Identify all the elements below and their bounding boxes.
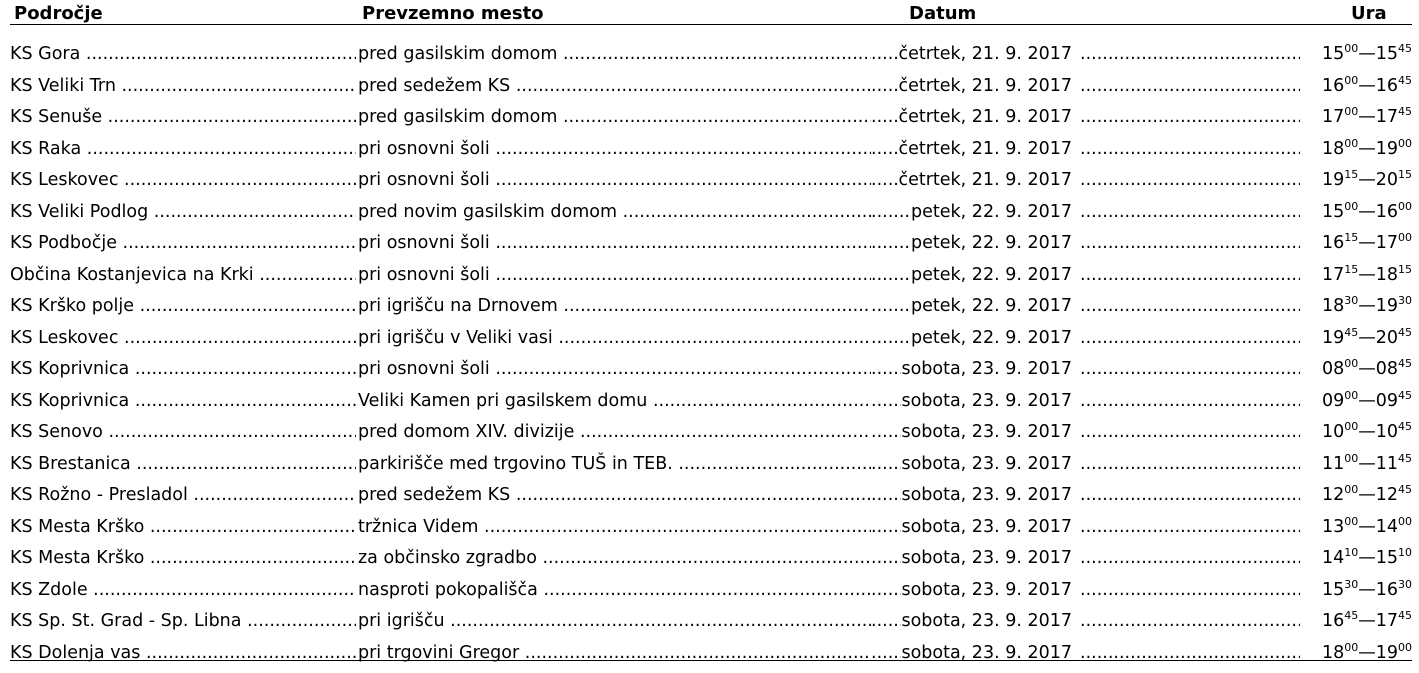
- area-label: KS Leskovec: [10, 327, 119, 348]
- time-separator: —: [1358, 233, 1376, 253]
- area-cell: [10, 42, 356, 66]
- end-minute: 00: [1398, 136, 1412, 150]
- date-label: sobota, 23. 9. 2017: [901, 359, 1072, 379]
- time-separator: —: [1358, 296, 1376, 316]
- date-cell: [874, 231, 1072, 255]
- table-row: [0, 448, 1419, 480]
- time-separator: —: [1358, 327, 1376, 348]
- time-leader: [1080, 515, 1305, 539]
- area-cell: [10, 74, 356, 98]
- start-hour: 18: [1321, 296, 1345, 316]
- date-cell: [874, 105, 1072, 129]
- pickup-location-cell: [358, 74, 871, 98]
- start-hour: 15: [1321, 44, 1345, 64]
- time-range-cell: [1300, 105, 1412, 129]
- date-label: sobota, 23. 9. 2017: [901, 485, 1072, 505]
- pickup-location-cell: [358, 105, 871, 129]
- time-range-cell: [1300, 42, 1412, 66]
- time-range-cell: [1300, 294, 1412, 318]
- pickup-location-label: pri trgovini Gregor: [358, 642, 520, 663]
- time-separator: —: [1358, 453, 1376, 474]
- date-label: sobota, 23. 9. 2017: [901, 422, 1072, 442]
- date-label: petek, 22. 9. 2017: [911, 201, 1072, 222]
- start-minute: 00: [1344, 451, 1359, 465]
- end-hour: 17: [1375, 107, 1398, 127]
- pickup-location-cell: [358, 483, 871, 507]
- date-cell: [874, 515, 1072, 539]
- time-leader: [1080, 609, 1305, 633]
- time-range-cell: [1300, 168, 1412, 192]
- time-leader: [1080, 231, 1305, 255]
- end-minute: 30: [1398, 577, 1412, 591]
- pickup-location-cell: [358, 609, 871, 633]
- end-minute: 45: [1398, 451, 1412, 465]
- start-hour: 10: [1321, 422, 1345, 442]
- end-minute: 30: [1398, 294, 1412, 307]
- area-label: KS Veliki Trn: [10, 75, 116, 96]
- start-hour: 13: [1321, 516, 1345, 537]
- time-range-cell: [1300, 389, 1412, 413]
- start-minute: 45: [1344, 609, 1359, 622]
- end-hour: 16: [1375, 201, 1398, 222]
- end-hour: 20: [1375, 170, 1398, 190]
- end-hour: 10: [1375, 422, 1398, 442]
- date-cell: [874, 200, 1072, 224]
- pickup-location-label: pri igrišču v Veliki vasi: [358, 327, 553, 348]
- start-minute: 00: [1344, 105, 1359, 118]
- end-hour: 16: [1375, 75, 1398, 96]
- start-hour: 17: [1321, 264, 1345, 285]
- area-cell: [10, 452, 356, 476]
- date-label: petek, 22. 9. 2017: [911, 327, 1072, 348]
- area-label: KS Senuše: [10, 107, 103, 127]
- area-cell: [10, 389, 356, 413]
- pickup-location-cell: [358, 231, 871, 255]
- date-cell: [874, 357, 1072, 381]
- area-label: KS Veliki Podlog: [10, 201, 149, 222]
- date-label: četrtek, 21. 9. 2017: [898, 75, 1072, 96]
- time-leader: [1080, 546, 1305, 570]
- column-header-area: Področje: [14, 3, 103, 24]
- end-hour: 18: [1375, 264, 1398, 285]
- start-minute: 00: [1344, 420, 1359, 433]
- start-hour: 19: [1321, 327, 1345, 348]
- pickup-location-cell: [358, 452, 871, 476]
- time-separator: —: [1358, 611, 1376, 631]
- pickup-location-cell: [358, 294, 871, 318]
- date-cell: [874, 74, 1072, 98]
- pickup-location-cell: [358, 515, 871, 539]
- area-label: KS Mesta Krško: [10, 548, 145, 568]
- time-range-cell: [1300, 483, 1412, 507]
- time-range-cell: [1300, 231, 1412, 255]
- pickup-location-label: pri osnovni šoli: [358, 170, 490, 190]
- area-cell: [10, 137, 356, 161]
- end-hour: 19: [1375, 296, 1398, 316]
- date-cell: [874, 420, 1072, 444]
- time-leader: [1080, 137, 1305, 161]
- time-range-cell: [1300, 326, 1412, 350]
- start-minute: 30: [1344, 294, 1359, 307]
- time-leader: [1080, 200, 1305, 224]
- end-minute: 00: [1398, 199, 1412, 213]
- pickup-location-label: pred sedežem KS: [358, 75, 511, 96]
- time-range-cell: [1300, 546, 1412, 570]
- table-row: [0, 290, 1419, 322]
- time-range-cell: [1300, 200, 1412, 224]
- end-minute: 15: [1398, 262, 1412, 276]
- end-minute: 00: [1398, 514, 1412, 528]
- start-hour: 16: [1321, 233, 1345, 253]
- start-minute: 15: [1344, 231, 1359, 244]
- pickup-location-label: za občinsko zgradbo: [358, 548, 537, 568]
- area-label: KS Podbočje: [10, 233, 117, 253]
- table-row: [0, 574, 1419, 606]
- area-label: Občina Kostanjevica na Krki: [10, 264, 254, 285]
- start-minute: 00: [1344, 514, 1359, 528]
- area-cell: [10, 200, 356, 224]
- area-cell: [10, 294, 356, 318]
- date-cell: [874, 609, 1072, 633]
- end-hour: 17: [1375, 233, 1398, 253]
- time-range-cell: [1300, 74, 1412, 98]
- area-cell: [10, 105, 356, 129]
- date-label: četrtek, 21. 9. 2017: [898, 138, 1072, 159]
- time-separator: —: [1358, 548, 1376, 568]
- pickup-location-label: pred sedežem KS: [358, 485, 511, 505]
- time-leader: [1080, 483, 1305, 507]
- time-range-cell: [1300, 515, 1412, 539]
- area-label: KS Zdole: [10, 579, 88, 600]
- start-minute: 00: [1344, 42, 1359, 55]
- time-leader: [1080, 263, 1305, 287]
- area-cell: [10, 357, 356, 381]
- time-leader: [1080, 420, 1305, 444]
- start-hour: 12: [1321, 485, 1345, 505]
- pickup-location-cell: [358, 578, 871, 602]
- area-label: KS Brestanica: [10, 453, 131, 474]
- end-minute: 45: [1398, 73, 1412, 87]
- table-bottom-rule: [10, 660, 1412, 661]
- time-range-cell: [1300, 137, 1412, 161]
- date-label: sobota, 23. 9. 2017: [901, 390, 1072, 411]
- table-row: [0, 511, 1419, 543]
- start-hour: 16: [1321, 611, 1345, 631]
- area-cell: [10, 515, 356, 539]
- start-minute: 10: [1344, 546, 1359, 559]
- area-label: KS Leskovec: [10, 170, 119, 190]
- area-label: KS Koprivnica: [10, 390, 130, 411]
- start-hour: 15: [1321, 579, 1345, 600]
- table-row: [0, 101, 1419, 133]
- area-label: KS Krško polje: [10, 296, 135, 316]
- time-leader: [1080, 357, 1305, 381]
- start-hour: 11: [1321, 453, 1345, 474]
- area-cell: [10, 231, 356, 255]
- date-cell: [874, 168, 1072, 192]
- start-minute: 00: [1344, 73, 1359, 87]
- date-cell: [874, 137, 1072, 161]
- table-row: [0, 605, 1419, 637]
- start-hour: 15: [1321, 201, 1345, 222]
- area-cell: [10, 546, 356, 570]
- time-range-cell: [1300, 263, 1412, 287]
- schedule-table-body: [0, 38, 1419, 668]
- time-leader: [1080, 105, 1305, 129]
- pickup-location-label: pri osnovni šoli: [358, 359, 490, 379]
- start-minute: 00: [1344, 388, 1359, 402]
- pickup-location-label: pri osnovni šoli: [358, 233, 490, 253]
- date-label: četrtek, 21. 9. 2017: [898, 170, 1072, 190]
- table-row: [0, 259, 1419, 291]
- end-minute: 45: [1398, 42, 1412, 55]
- column-header-time: Ura: [1351, 3, 1387, 24]
- time-leader: [1080, 294, 1305, 318]
- time-separator: —: [1358, 138, 1376, 159]
- table-row: [0, 416, 1419, 448]
- pickup-location-label: pred domom XIV. divizije: [358, 422, 575, 442]
- start-hour: 18: [1321, 642, 1345, 663]
- time-leader: [1080, 168, 1305, 192]
- date-label: petek, 22. 9. 2017: [911, 233, 1072, 253]
- area-cell: [10, 326, 356, 350]
- date-label: četrtek, 21. 9. 2017: [898, 107, 1072, 127]
- end-hour: 15: [1375, 44, 1398, 64]
- pickup-location-cell: [358, 326, 871, 350]
- end-minute: 45: [1398, 325, 1412, 339]
- end-hour: 14: [1375, 516, 1398, 537]
- time-separator: —: [1358, 485, 1376, 505]
- time-separator: —: [1358, 170, 1376, 190]
- time-range-cell: [1300, 578, 1412, 602]
- end-hour: 17: [1375, 611, 1398, 631]
- table-row: [0, 227, 1419, 259]
- start-hour: 19: [1321, 170, 1345, 190]
- end-minute: 45: [1398, 357, 1412, 370]
- pickup-location-cell: [358, 263, 871, 287]
- pickup-location-label: nasproti pokopališča: [358, 579, 538, 600]
- pickup-location-cell: [358, 137, 871, 161]
- date-cell: [874, 326, 1072, 350]
- start-minute: 45: [1344, 325, 1359, 339]
- date-cell: [874, 452, 1072, 476]
- date-cell: [874, 483, 1072, 507]
- start-minute: 00: [1344, 199, 1359, 213]
- date-label: sobota, 23. 9. 2017: [901, 516, 1072, 537]
- column-header-date: Datum: [909, 3, 977, 24]
- start-hour: 17: [1321, 107, 1345, 127]
- time-leader: [1080, 74, 1305, 98]
- date-label: sobota, 23. 9. 2017: [901, 579, 1072, 600]
- date-cell: [874, 546, 1072, 570]
- time-leader: [1080, 42, 1305, 66]
- date-label: petek, 22. 9. 2017: [911, 264, 1072, 285]
- time-separator: —: [1358, 75, 1376, 96]
- date-cell: [874, 294, 1072, 318]
- table-row: [0, 164, 1419, 196]
- pickup-location-label: tržnica Videm: [358, 516, 479, 537]
- start-minute: 15: [1344, 262, 1359, 276]
- end-minute: 45: [1398, 388, 1412, 402]
- table-row: [0, 38, 1419, 70]
- date-cell: [874, 578, 1072, 602]
- time-separator: —: [1358, 44, 1376, 64]
- pickup-location-label: pri igrišču na Drnovem: [358, 296, 558, 316]
- date-label: četrtek, 21. 9. 2017: [898, 44, 1072, 64]
- pickup-location-label: pri igrišču: [358, 611, 445, 631]
- table-row: [0, 479, 1419, 511]
- table-row: [0, 322, 1419, 354]
- start-minute: 00: [1344, 640, 1359, 654]
- end-minute: 45: [1398, 483, 1412, 496]
- pickup-location-label: pred gasilskim domom: [358, 44, 558, 64]
- area-label: KS Gora: [10, 44, 81, 64]
- area-cell: [10, 609, 356, 633]
- time-range-cell: [1300, 420, 1412, 444]
- time-leader: [1080, 326, 1305, 350]
- column-header-place: Prevzemno mesto: [362, 3, 544, 24]
- start-hour: 08: [1321, 359, 1345, 379]
- end-minute: 10: [1398, 546, 1412, 559]
- start-minute: 30: [1344, 577, 1359, 591]
- start-hour: 16: [1321, 75, 1345, 96]
- time-separator: —: [1358, 264, 1376, 285]
- end-minute: 15: [1398, 168, 1412, 181]
- time-leader: [1080, 578, 1305, 602]
- pickup-location-cell: [358, 389, 871, 413]
- area-label: KS Raka: [10, 138, 82, 159]
- date-label: sobota, 23. 9. 2017: [901, 548, 1072, 568]
- area-cell: [10, 420, 356, 444]
- pickup-location-label: pri osnovni šoli: [358, 264, 490, 285]
- end-hour: 11: [1375, 453, 1398, 474]
- end-hour: 19: [1375, 138, 1398, 159]
- start-hour: 09: [1321, 390, 1345, 411]
- date-cell: [874, 389, 1072, 413]
- start-minute: 15: [1344, 168, 1359, 181]
- time-separator: —: [1358, 201, 1376, 222]
- start-minute: 00: [1344, 483, 1359, 496]
- pickup-location-cell: [358, 546, 871, 570]
- table-row: [0, 70, 1419, 102]
- table-header: [0, 0, 1419, 26]
- table-row: [0, 133, 1419, 165]
- time-separator: —: [1358, 579, 1376, 600]
- area-label: KS Mesta Krško: [10, 516, 145, 537]
- table-row: [0, 542, 1419, 574]
- area-label: KS Senovo: [10, 422, 103, 442]
- pickup-location-label: Veliki Kamen pri gasilskem domu: [358, 390, 648, 411]
- time-separator: —: [1358, 390, 1376, 411]
- end-hour: 16: [1375, 579, 1398, 600]
- start-minute: 00: [1344, 357, 1359, 370]
- header-underline: [10, 24, 1412, 25]
- end-hour: 20: [1375, 327, 1398, 348]
- end-minute: 45: [1398, 609, 1412, 622]
- area-cell: [10, 263, 356, 287]
- end-minute: 45: [1398, 105, 1412, 118]
- pickup-location-label: parkirišče med trgovino TUŠ in TEB.: [358, 453, 673, 474]
- time-separator: —: [1358, 642, 1376, 663]
- area-cell: [10, 578, 356, 602]
- pickup-location-label: pri osnovni šoli: [358, 138, 490, 159]
- time-separator: —: [1358, 359, 1376, 379]
- time-leader: [1080, 389, 1305, 413]
- date-label: petek, 22. 9. 2017: [911, 296, 1072, 316]
- time-separator: —: [1358, 422, 1376, 442]
- pickup-location-cell: [358, 420, 871, 444]
- date-label: sobota, 23. 9. 2017: [901, 453, 1072, 474]
- area-label: KS Koprivnica: [10, 359, 130, 379]
- pickup-location-label: pred novim gasilskim domom: [358, 201, 617, 222]
- date-label: sobota, 23. 9. 2017: [901, 611, 1072, 631]
- date-label: sobota, 23. 9. 2017: [901, 642, 1072, 663]
- pickup-location-cell: [358, 357, 871, 381]
- time-separator: —: [1358, 516, 1376, 537]
- area-label: KS Dolenja vas: [10, 642, 141, 663]
- pickup-location-label: pred gasilskim domom: [358, 107, 558, 127]
- time-range-cell: [1300, 609, 1412, 633]
- end-hour: 09: [1375, 390, 1398, 411]
- end-minute: 45: [1398, 420, 1412, 433]
- time-range-cell: [1300, 357, 1412, 381]
- pickup-location-cell: [358, 200, 871, 224]
- pickup-location-cell: [358, 168, 871, 192]
- date-cell: [874, 263, 1072, 287]
- area-label: KS Rožno - Presladol: [10, 485, 188, 505]
- table-row: [0, 385, 1419, 417]
- pickup-location-cell: [358, 42, 871, 66]
- end-hour: 08: [1375, 359, 1398, 379]
- start-minute: 00: [1344, 136, 1359, 150]
- date-cell: [874, 42, 1072, 66]
- area-cell: [10, 168, 356, 192]
- start-hour: 18: [1321, 138, 1345, 159]
- time-separator: —: [1358, 107, 1376, 127]
- table-row: [0, 353, 1419, 385]
- table-row: [0, 637, 1419, 669]
- end-hour: 19: [1375, 642, 1398, 663]
- area-cell: [10, 483, 356, 507]
- time-leader: [1080, 452, 1305, 476]
- area-label: KS Sp. St. Grad - Sp. Libna: [10, 611, 242, 631]
- end-minute: 00: [1398, 231, 1412, 244]
- start-hour: 14: [1321, 548, 1345, 568]
- end-hour: 12: [1375, 485, 1398, 505]
- time-range-cell: [1300, 452, 1412, 476]
- table-row: [0, 196, 1419, 228]
- end-hour: 15: [1375, 548, 1398, 568]
- end-minute: 00: [1398, 640, 1412, 654]
